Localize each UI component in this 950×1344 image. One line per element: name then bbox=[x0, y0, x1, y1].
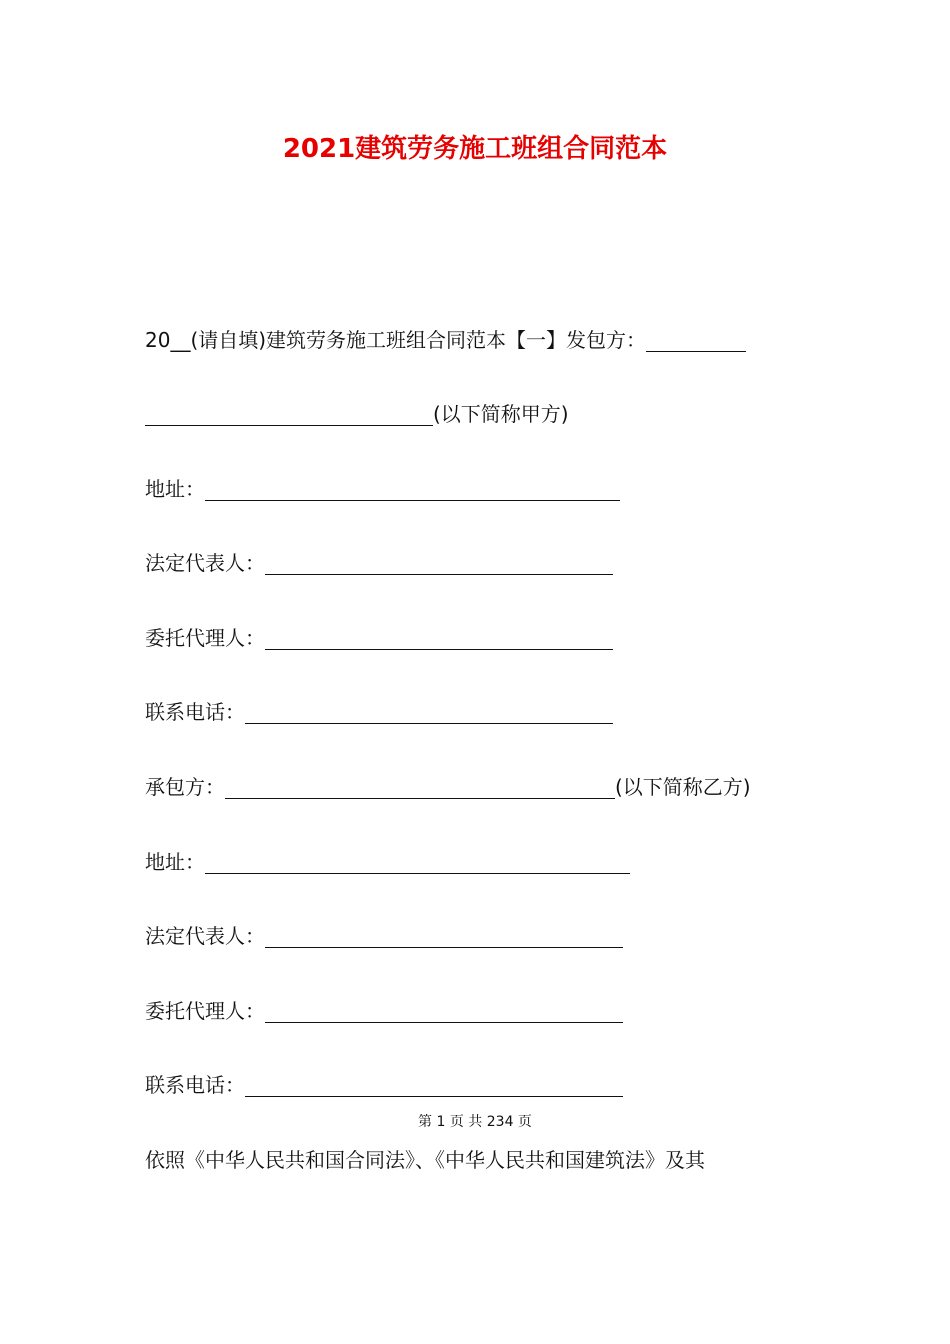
party-a-phone-label: 联系电话： bbox=[145, 700, 245, 724]
party-a-legal-rep-label: 法定代表人： bbox=[145, 551, 265, 575]
party-b-phone-blank[interactable] bbox=[245, 1074, 623, 1097]
party-a-legal-rep-line bbox=[145, 549, 613, 577]
party-a-agent-line bbox=[145, 624, 613, 652]
party-b-address-line bbox=[145, 848, 630, 876]
party-b-legal-rep-line bbox=[145, 922, 623, 950]
party-b-address-blank[interactable] bbox=[205, 851, 630, 874]
party-b-legal-rep-label: 法定代表人： bbox=[145, 924, 265, 948]
party-a-address-blank[interactable] bbox=[205, 478, 620, 501]
party-b-phone-line bbox=[145, 1071, 623, 1099]
party-a-legal-rep-blank[interactable] bbox=[265, 552, 613, 575]
body-paragraph-line bbox=[145, 1146, 705, 1174]
contractor-label: 承包方： bbox=[145, 775, 225, 799]
party-b-agent-label: 委托代理人： bbox=[145, 999, 265, 1023]
party-a-address-line bbox=[145, 475, 620, 503]
party-b-agent-blank[interactable] bbox=[265, 1000, 623, 1023]
intro-text: 20__(请自填)建筑劳务施工班组合同范本【一】发包方： bbox=[145, 328, 647, 352]
contractor-line bbox=[145, 773, 751, 801]
contractor-name-blank[interactable] bbox=[225, 776, 615, 799]
party-b-address-label: 地址： bbox=[145, 850, 205, 874]
party-b-alias: (以下简称乙方) bbox=[615, 775, 751, 799]
party-b-agent-line bbox=[145, 997, 623, 1025]
party-b-legal-rep-blank[interactable] bbox=[265, 925, 623, 948]
party-a-address-label: 地址： bbox=[145, 477, 205, 501]
party-a-phone-blank[interactable] bbox=[245, 701, 613, 724]
body-text: 依照《中华人民共和国合同法》、《中华人民共和国建筑法》及其 bbox=[145, 1148, 705, 1172]
party-a-phone-line bbox=[145, 698, 613, 726]
party-a-alias: (以下简称甲方) bbox=[433, 402, 569, 426]
party-a-agent-blank[interactable] bbox=[265, 627, 613, 650]
party-a-agent-label: 委托代理人： bbox=[145, 626, 265, 650]
intro-line bbox=[145, 326, 746, 354]
document-title: 2021建筑劳务施工班组合同范本 bbox=[282, 134, 668, 164]
employer-name-blank-2[interactable] bbox=[145, 403, 433, 426]
employer-name-blank-1[interactable] bbox=[646, 329, 746, 352]
page-number-footer: 第 1 页 共 234 页 bbox=[418, 1114, 532, 1130]
employer-name-line bbox=[145, 400, 569, 428]
party-b-phone-label: 联系电话： bbox=[145, 1073, 245, 1097]
